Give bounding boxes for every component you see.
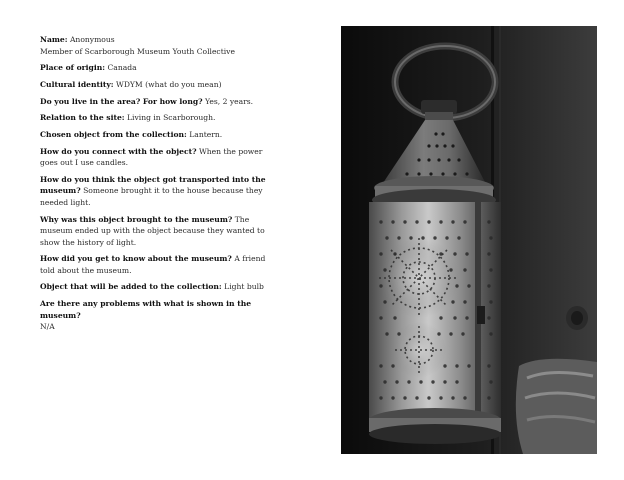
answer: A friend told about the museum.: [40, 254, 266, 275]
answer: When the power goes out I use candles.: [40, 146, 263, 168]
question: Why was this object brought to the museum?: [40, 214, 233, 224]
question: Cultural identity:: [40, 79, 114, 89]
entry-identity: [40, 79, 280, 91]
question: Relation to the site:: [40, 113, 125, 123]
lantern-photo: [341, 26, 597, 454]
question: Name:: [40, 35, 68, 44]
entry-object: [40, 129, 280, 141]
answer: The museum ended up with the object because they wanted to show the history of light.: [40, 214, 265, 247]
question: How do you think the object got transported into the museum?: [40, 174, 266, 196]
entry-problems: [40, 298, 280, 333]
answer: WDYM (what do you mean): [116, 79, 222, 89]
answer: Canada: [107, 63, 137, 73]
answer: Living in Scarborough.: [127, 113, 216, 123]
entry-name: [40, 34, 280, 57]
question: Are there any problems with what is shown in the museum?: [40, 299, 252, 320]
question: Place of origin:: [40, 63, 106, 73]
entry-origin: [40, 62, 280, 74]
entry-residence: [40, 96, 280, 108]
entry-addition: [40, 281, 280, 293]
answer: Someone brought it to the house because they needed light.: [40, 186, 263, 207]
answer: Lantern.: [189, 129, 223, 139]
question: How do you connect with the object?: [40, 146, 197, 156]
entry-connection: [40, 146, 280, 169]
entry-transport: [40, 174, 280, 209]
entry-discovery: [40, 253, 280, 276]
question: How did you get to know about the museum?: [40, 254, 232, 264]
question: Object that will be added to the collection:: [40, 282, 222, 292]
answer: Anonymous: [69, 35, 115, 44]
questionnaire: [40, 34, 280, 338]
answer: N/A: [40, 322, 55, 332]
answer: Yes, 2 years.: [205, 96, 254, 106]
question: Chosen object from the collection:: [40, 129, 187, 139]
lantern-illustration: [341, 26, 597, 454]
question: Do you live in the area? For how long?: [40, 96, 203, 106]
entry-relation: [40, 112, 280, 124]
answer: Light bulb: [224, 282, 264, 292]
affiliation: Member of Scarborough Museum Youth Collective: [40, 46, 235, 56]
entry-why: [40, 214, 280, 249]
